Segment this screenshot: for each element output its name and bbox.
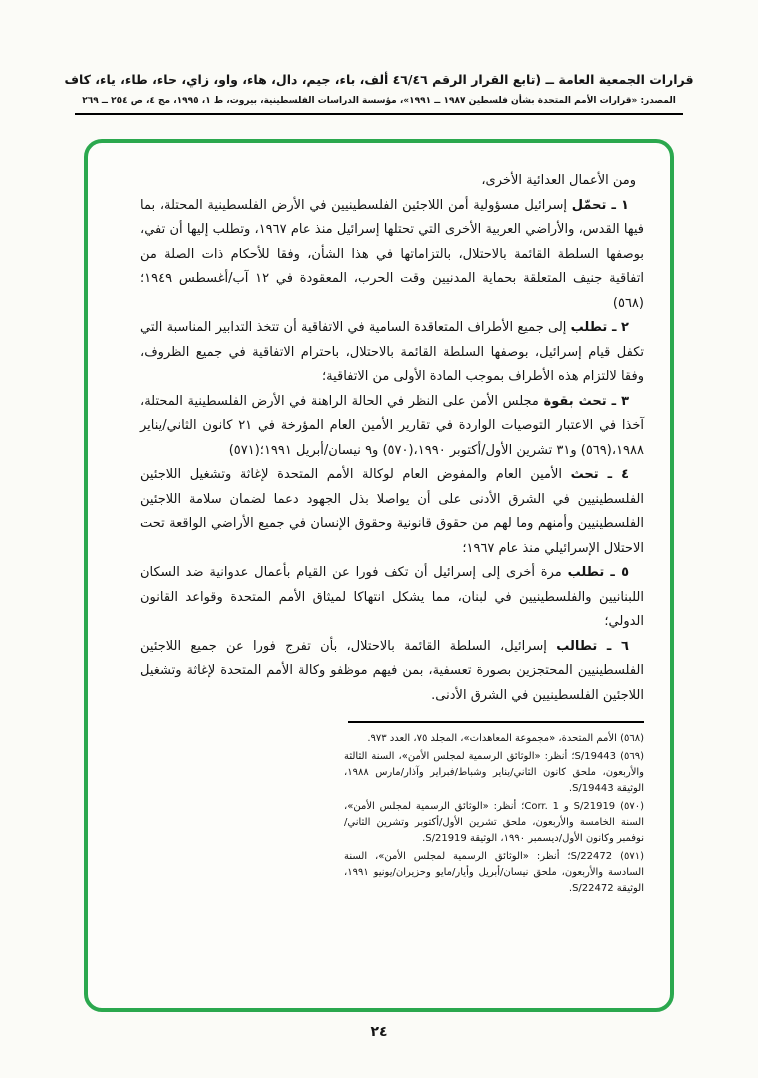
footnote-571-marker: (٥٧١): [620, 851, 644, 862]
footnote-570-text: S/21919 و Corr. 1؛ أنظر: «الوثائق الرسمية لمجلس الأمن»، السنة الخامسة والأربعون، ملحق تشرين الأول/أكتوبر وتشرين الثاني/نوفمبر وكانون الأول/ديسمبر ١٩٩٠، الوثيقة S/21919.: [344, 801, 644, 844]
footnote-571: [344, 849, 644, 897]
paragraph-4-lead: ٤ ـ تحث: [570, 467, 629, 482]
paragraph-1-text: إسرائيل مسؤولية أمن اللاجئين الفلسطينيين في الأرض الفلسطينية المحتلة، بما فيها القدس، والأراضي العربية الأخرى التي تحتلها إسرائيل منذ عام ١٩٦٧، وتطلب إليها أن تفي، بوصفها السلطة القائمة بالاحتلال، بالتزاماتها في هذا الشأن، وفقا للأحكام ذات الصلة من اتفاقية جنيف المتعلقة بحماية المدنيين وقت الحرب، المعقودة في ١٢ آب/أغسطس ١٩٤٩؛(٥٦٨): [140, 197, 644, 311]
paragraph-5-lead: ٥ ـ تطلب: [567, 565, 630, 580]
resolution-text-box: [84, 139, 674, 1012]
paragraph-6-lead: ٦ ـ تطالب: [556, 638, 629, 654]
resolution-paragraph-5: [140, 561, 644, 635]
footnote-568-text: الأمم المتحدة، «مجموعة المعاهدات»، المجلد ٧٥، العدد ٩٧٣.: [367, 733, 617, 744]
page-title: قرارات الجمعية العامة ــ (تابع القرار الرقم ٤٦/٤٦ ألف، باء، جيم، دال، هاء، واو، زاي، حاء، طاء، ياء، كاف: [64, 72, 694, 87]
paragraph-3-lead: ٣ ـ تحث بقوة: [543, 393, 629, 409]
footnote-list: [344, 731, 644, 897]
footnote-571-text: S/22472؛ أنظر: «الوثائق الرسمية لمجلس الأمن»، السنة السادسة والأربعون، ملحق نيسان/أبريل وأيار/مايو وحزيران/يونيو ١٩٩١، الوثيقة S/22472.: [344, 851, 644, 894]
resolution-paragraph-3: [140, 390, 644, 464]
intro-line: ومن الأعمال العدائية الأخرى،: [481, 173, 636, 188]
footnote-570-marker: (٥٧٠): [620, 801, 644, 812]
resolution-paragraph-1: [140, 194, 644, 317]
footnote-568: [344, 731, 644, 747]
resolution-paragraph-2: [140, 316, 644, 390]
page-header: [38, 72, 720, 115]
paragraph-6-text: إسرائيل، السلطة القائمة بالاحتلال، بأن تفرج فورا عن جميع اللاجئين الفلسطينيين المحتجزين بصورة تعسفية، بمن فيهم موظفو وكالة الأمم المتحدة لإغاثة وتشغيل اللاجئين الفلسطينيين في الشرق الأدنى.: [140, 638, 644, 703]
resolution-paragraph-6: [140, 635, 644, 709]
resolution-paragraph-4: [140, 463, 644, 561]
paragraph-4-text: الأمين العام والمفوض العام لوكالة الأمم المتحدة لإغاثة وتشغيل اللاجئين الفلسطينيين في الشرق الأدنى على أن يواصلا بذل الجهود دعما لضمان سلامة اللاجئين الفلسطينيين وأمنهم وما لهم من حقوق قانونية وحقوق الإنسان في جميع الأراضي الواقعة تحت الاحتلال الإسرائيلي منذ عام ١٩٦٧؛: [140, 467, 644, 556]
footnote-570: [344, 799, 644, 847]
paragraph-3-text: مجلس الأمن على النظر في الحالة الراهنة في الأرض الفلسطينية المحتلة، آخذا في الاعتبار التوصيات الواردة في تقارير الأمين العام المؤرخة في ٢١ كانون الثاني/يناير ١٩٨٨،(٥٦٩) و٣١ تشرين الأول/أكتوبر ١٩٩٠،(٥٧٠) و٩ نيسان/أبريل ١٩٩١؛(٥٧١): [140, 393, 644, 458]
paragraph-2-lead: ٢ ـ تطلب: [570, 320, 629, 335]
footnote-separator: [348, 721, 644, 723]
paragraph-1-lead: ١ ـ تحمّل: [571, 197, 629, 213]
footnote-569-text: S/19443؛ أنظر: «الوثائق الرسمية لمجلس الأمن»، السنة الثالثة والأربعون، ملحق كانون الثاني/يناير وشباط/فبراير وآذار/مارس ١٩٨٨، الوثيقة S/19443.: [344, 751, 644, 794]
paragraph-2-text: إلى جميع الأطراف المتعاقدة السامية في الاتفاقية أن تتخذ التدابير المناسبة التي تكفل قيام إسرائيل، بوصفها السلطة القائمة بالاحتلال، باحترام الاتفاقية في جميع الظروف، وفقا لالتزام هذه الأطراف بموجب المادة الأولى من الاتفاقية؛: [140, 320, 644, 384]
source-line: المصدر: «قرارات الأمم المتحدة بشأن فلسطين ١٩٨٧ ــ ١٩٩١»، مؤسسة الدراسات الفلسطينية، بيروت، ط ١، ١٩٩٥، مج ٤، ص ٢٥٤ ــ ٢٦٩: [82, 96, 676, 106]
footnote-568-marker: (٥٦٨): [620, 733, 644, 744]
header-divider: [75, 113, 683, 115]
paragraph-5-text: مرة أخرى إلى إسرائيل أن تكف فورا عن القيام بأعمال عدوانية ضد السكان اللبنانيين والفلسطينيين في لبنان، مما يشكل انتهاكا لميثاق الأمم المتحدة وقواعد القانون الدولي؛: [140, 565, 644, 629]
page-number: ٢٤: [370, 1024, 388, 1040]
resolution-body: [140, 169, 644, 897]
footnote-569: [344, 749, 644, 797]
footnote-569-marker: (٥٦٩): [620, 751, 644, 762]
